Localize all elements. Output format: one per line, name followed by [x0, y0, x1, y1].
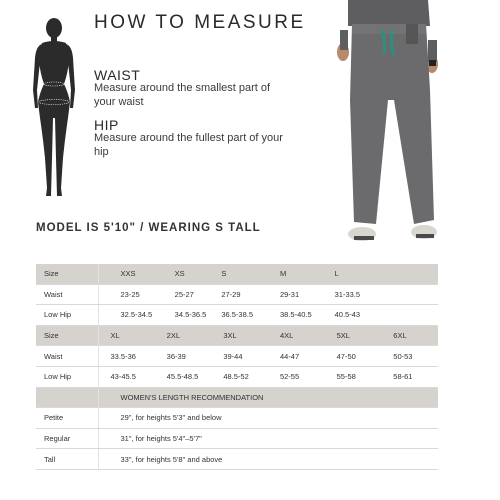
value-cell: 52-55 [268, 366, 325, 387]
size-cell: XL [98, 325, 155, 346]
table-row [36, 408, 438, 429]
value-cell: 50-53 [381, 346, 438, 367]
size-header-label: Size [36, 325, 98, 346]
value-cell: 55-58 [325, 366, 382, 387]
value-cell: 36-39 [155, 346, 212, 367]
length-value: 31", for heights 5'4"–5'7" [98, 428, 438, 449]
value-cell: 38.5-40.5 [268, 305, 325, 326]
table-row [36, 346, 438, 367]
size-chart [36, 264, 438, 470]
model-pants-image [330, 0, 450, 248]
size-cell: 5XL [325, 325, 382, 346]
size-header-row-1 [36, 264, 438, 284]
size-cell: 4XL [268, 325, 325, 346]
value-cell: 27-29 [211, 284, 268, 305]
length-header: WOMEN'S LENGTH RECOMMENDATION [98, 387, 438, 408]
row-label: Waist [36, 284, 98, 305]
hip-description: Measure around the fullest part of your hip [94, 132, 283, 158]
row-label: Regular [36, 428, 98, 449]
value-cell: 48.5-52 [211, 366, 268, 387]
length-header-row [36, 387, 438, 408]
value-cell: 29-31 [268, 284, 325, 305]
waist-heading: WAIST [94, 67, 141, 83]
value-cell: 44-47 [268, 346, 325, 367]
table-row [36, 428, 438, 449]
size-cell: L [325, 264, 382, 284]
hip-heading: HIP [94, 117, 119, 133]
table-row [36, 449, 438, 470]
size-cell: XS [155, 264, 212, 284]
value-cell: 39-44 [211, 346, 268, 367]
size-header-label: Size [36, 264, 98, 284]
size-cell: 2XL [155, 325, 212, 346]
value-cell: 47-50 [325, 346, 382, 367]
length-value: 29", for heights 5'3" and below [98, 408, 438, 429]
waist-description: Measure around the smallest part of your waist [94, 82, 271, 108]
value-cell: 32.5-34.5 [98, 305, 155, 326]
size-header-row-2 [36, 325, 438, 346]
value-cell: 23-25 [98, 284, 155, 305]
value-cell: 34.5-36.5 [155, 305, 212, 326]
value-cell: 45.5-48.5 [155, 366, 212, 387]
value-cell: 40.5-43 [325, 305, 382, 326]
row-label: Tall [36, 449, 98, 470]
value-cell: 43-45.5 [98, 366, 155, 387]
value-cell: 36.5-38.5 [211, 305, 268, 326]
model-size-note: MODEL IS 5'10" / WEARING S TALL [36, 222, 261, 234]
size-cell: M [268, 264, 325, 284]
row-label: Petite [36, 408, 98, 429]
table-row [36, 284, 438, 305]
body-silhouette-icon [28, 18, 80, 202]
value-cell: 33.5-36 [98, 346, 155, 367]
row-label: Waist [36, 346, 98, 367]
size-cell: 6XL [381, 325, 438, 346]
row-label: Low Hip [36, 366, 98, 387]
value-cell: 31-33.5 [325, 284, 382, 305]
size-cell: S [211, 264, 268, 284]
size-cell: XXS [98, 264, 155, 284]
row-label: Low Hip [36, 305, 98, 326]
length-value: 33", for heights 5'8" and above [98, 449, 438, 470]
value-cell: 25-27 [155, 284, 212, 305]
table-row [36, 305, 438, 326]
value-cell: 58-61 [381, 366, 438, 387]
page-title: HOW TO MEASURE [94, 12, 306, 33]
size-cell: 3XL [211, 325, 268, 346]
table-row [36, 366, 438, 387]
